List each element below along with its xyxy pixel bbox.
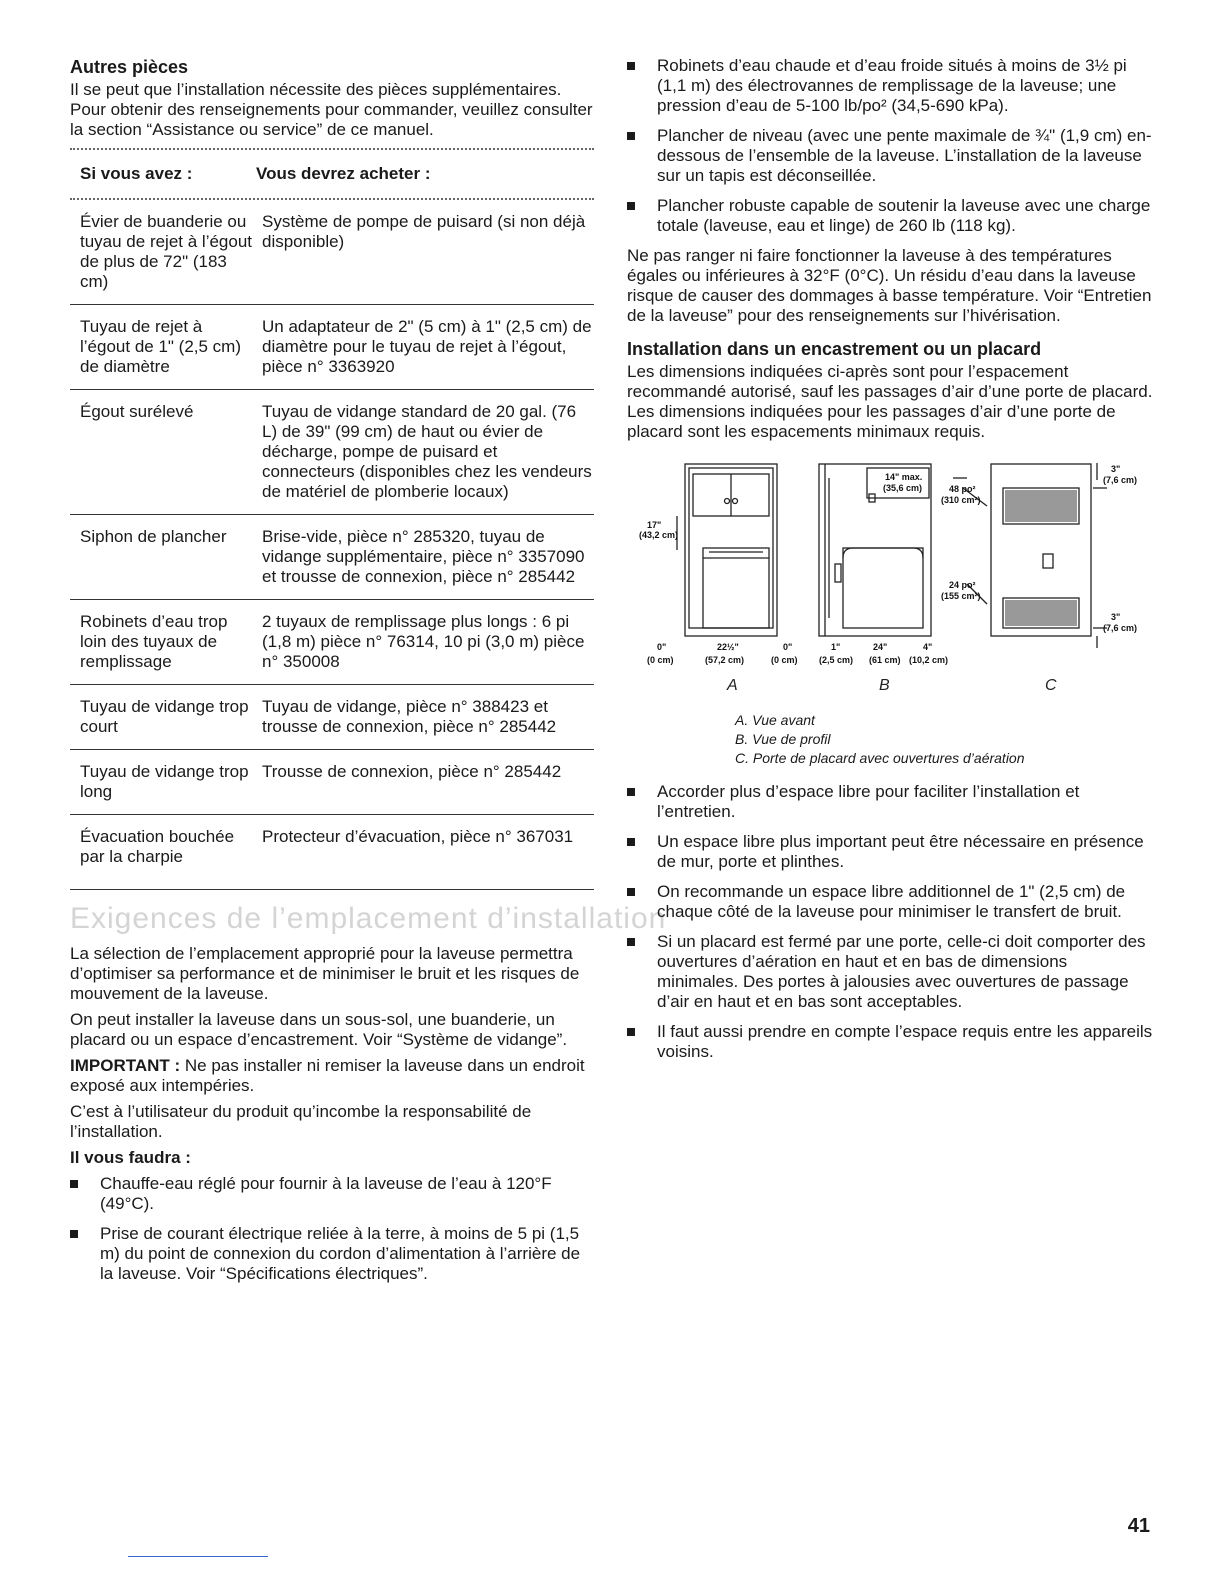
bullet-square-icon — [627, 888, 635, 896]
requirements-list — [627, 56, 1153, 236]
bullet-square-icon — [627, 62, 635, 70]
list-item — [70, 1224, 594, 1284]
parts-heading: Autres pièces — [70, 57, 189, 77]
important-text: Ne pas installer ni remiser la laveuse dans un endroit exposé aux intempéries. — [70, 1056, 585, 1095]
cell-have: Siphon de plancher — [80, 527, 227, 546]
cell-buy: Brise-vide, pièce n° 285320, tuyau de vidange supplémentaire, pièce n° 3357090 et trousse de connexion, pièce n° 285442 — [262, 527, 585, 586]
location-section-title: Exigences de l’emplacement d’installation — [70, 902, 667, 935]
list-item — [627, 1022, 1153, 1062]
bullet-square-icon — [627, 202, 635, 210]
section-rule — [70, 889, 594, 890]
table-header — [70, 150, 594, 198]
table-row — [70, 600, 594, 685]
caption-b: B. Vue de profil — [735, 731, 831, 747]
bullet-square-icon — [70, 1180, 78, 1188]
list-item-text: Accorder plus d’espace libre pour faciliter l’installation et l’entretien. — [657, 782, 1080, 821]
a-height-cm: (43,2 cm) — [639, 530, 679, 540]
lower-vent-fill — [1005, 600, 1077, 626]
cell-have: Robinets d’eau trop loin des tuyaux de remplissage — [80, 612, 228, 671]
closet-heading: Installation dans un encastrement ou un placard — [627, 339, 1042, 359]
table-row — [70, 390, 594, 515]
a-bottom-cm-1: (57,2 cm) — [705, 655, 745, 665]
table-row — [70, 815, 594, 879]
c-gap-top-in: 3" — [1111, 464, 1121, 474]
c-vent-top-cm: (310 cm²) — [941, 495, 981, 505]
c-gap-top-cm: (7,6 cm) — [1103, 475, 1138, 485]
c-gap-bottom-in: 3" — [1111, 612, 1121, 622]
list-item-text: Prise de courant électrique reliée à la terre, à moins de 5 pi (1,5 m) du point de connexion du cordon d’alimentation à l’arrière de la laveuse. Voir “Spécifications électriques”. — [100, 1224, 581, 1283]
a-bottom-cm-2: (0 cm) — [771, 655, 798, 665]
list-item-text: Robinets d’eau chaude et d’eau froide situés à moins de 3½ pi (1,1 m) des électrovannes de remplissage de la laveuse; une pression d’eau de 5-100 lb/po² (34,5-690 kPa). — [657, 56, 1127, 115]
c-vent-bottom-cm: (155 cm²) — [941, 591, 981, 601]
caption-c: C. Porte de placard avec ouvertures d’aération — [735, 750, 1025, 766]
c-vent-bottom: 24 po² — [949, 580, 976, 590]
list-item — [627, 832, 1153, 872]
installation-diagram — [627, 458, 1153, 694]
important-label: IMPORTANT : — [70, 1056, 181, 1075]
label-b: B — [879, 677, 890, 694]
cell-buy: Système de pompe de puisard (si non déjà disponible) — [262, 212, 586, 251]
bullet-square-icon — [627, 132, 635, 140]
cell-buy: Tuyau de vidange standard de 20 gal. (76 L) de 39" (99 cm) de haut ou évier de décharge, pompe de puisard et connecteurs (disponibles chez les vendeurs de matériel de plomberie locaux) — [262, 402, 592, 501]
location-paragraph-3: C’est à l’utilisateur du produit qu’incombe la responsabilité de l’installation. — [70, 1102, 532, 1141]
a-bottom-in-2: 0" — [783, 642, 793, 652]
header-have: Si vous avez : — [80, 164, 193, 183]
cell-buy: Protecteur d’évacuation, pièce n° 367031 — [262, 827, 574, 846]
list-item-text: Plancher robuste capable de soutenir la laveuse avec une charge totale (laveuse, eau et linge) de 260 lb (118 kg). — [657, 196, 1151, 235]
temperature-paragraph: Ne pas ranger ni faire fonctionner la laveuse à des températures égales ou inférieures à 32°F (0°C). Un résidu d’eau dans la laveuse risque de causer des dommages à basse température. Voir “Entretien de la laveuse” pour des renseignements sur l’hivérisation. — [627, 246, 1152, 325]
list-item — [627, 56, 1153, 116]
c-vent-top: 48 po² — [949, 484, 976, 494]
label-a: A — [727, 677, 738, 694]
a-bottom-cm-0: (0 cm) — [647, 655, 674, 665]
location-paragraph-1: La sélection de l’emplacement approprié pour la laveuse permettra d’optimiser sa performance et de minimiser le bruit et les risques de mouvement de la laveuse. — [70, 944, 580, 1003]
b-bottom-in-0: 1" — [831, 642, 841, 652]
b-bottom-in-2: 4" — [923, 642, 933, 652]
table-row — [70, 305, 594, 390]
cell-have: Tuyau de rejet à l’égout de 1" (2,5 cm) de diamètre — [80, 317, 242, 376]
bullet-square-icon — [627, 938, 635, 946]
cell-buy: Un adaptateur de 2" (5 cm) à 1" (2,5 cm) de diamètre pour le tuyau de rejet à l’égout, pièce n° 3363920 — [262, 317, 592, 376]
location-paragraph-2: On peut installer la laveuse dans un sous-sol, une buanderie, un placard ou un espace d’encastrement. Voir “Système de vidange”. — [70, 1010, 568, 1049]
important-note — [70, 1056, 594, 1096]
list-item-text: Un espace libre plus important peut être nécessaire en présence de mur, porte et plinthes. — [657, 832, 1144, 871]
diagram-front-view — [677, 464, 777, 636]
need-heading: Il vous faudra : — [70, 1148, 191, 1167]
cell-have: Égout surélevé — [80, 402, 194, 421]
list-item — [627, 126, 1153, 186]
list-item — [627, 882, 1153, 922]
table-row — [70, 200, 594, 305]
closet-paragraph: Les dimensions indiquées ci-après sont pour l’espacement recommandé autorisé, sauf les passages d’air d’une porte de placard. Les dimensions indiquées pour les passages d’air d’une porte de placard sont les espacements minimaux requis. — [627, 362, 1153, 441]
list-item — [627, 782, 1153, 822]
header-buy: Vous devrez acheter : — [256, 164, 431, 183]
cell-buy: 2 tuyaux de remplissage plus longs : 6 pi (1,8 m) pièce n° 76314, 10 pi (3,0 m) pièce n° 350008 — [262, 612, 585, 671]
table-row — [70, 750, 594, 815]
footer-rule — [128, 1556, 268, 1557]
c-gap-bottom-cm: (7,6 cm) — [1103, 623, 1138, 633]
list-item — [627, 932, 1153, 1012]
list-item-text: On recommande un espace libre additionnel de 1" (2,5 cm) de chaque côté de la laveuse pour minimiser le transfert de bruit. — [657, 882, 1126, 921]
cell-buy: Trousse de connexion, pièce n° 285442 — [262, 762, 562, 781]
table-row — [70, 685, 594, 750]
b-bottom-in-1: 24" — [873, 642, 888, 652]
upper-vent-fill — [1005, 490, 1077, 522]
b-bottom-cm-1: (61 cm) — [869, 655, 901, 665]
table-row — [70, 515, 594, 600]
need-list — [70, 1174, 594, 1284]
list-item — [70, 1174, 594, 1214]
list-item — [627, 196, 1153, 236]
bullet-square-icon — [627, 838, 635, 846]
bullet-square-icon — [70, 1230, 78, 1238]
page-number: 41 — [1127, 1515, 1150, 1537]
a-bottom-in-0: 0" — [657, 642, 667, 652]
list-item-text: Chauffe-eau réglé pour fournir à la laveuse de l’eau à 120°F (49°C). — [100, 1174, 552, 1213]
b-top-in: 14" max. — [885, 472, 923, 482]
cell-have: Évacuation bouchée par la charpie — [80, 827, 235, 866]
diagram-captions — [735, 711, 1153, 768]
cell-have: Tuyau de vidange trop court — [80, 697, 249, 736]
cell-buy: Tuyau de vidange, pièce n° 388423 et trousse de connexion, pièce n° 285442 — [262, 697, 557, 736]
list-item-text: Il faut aussi prendre en compte l’espace requis entre les appareils voisins. — [657, 1022, 1153, 1061]
right-column — [627, 56, 1153, 1072]
parts-intro: Il se peut que l’installation nécessite des pièces supplémentaires. Pour obtenir des renseignements pour commander, veuillez consulter la section “Assistance ou service” de ce manuel. — [70, 80, 593, 139]
caption-a: A. Vue avant — [735, 712, 815, 728]
a-height-in: 17" — [647, 520, 662, 530]
b-top-cm: (35,6 cm) — [883, 483, 923, 493]
list-item-text: Plancher de niveau (avec une pente maximale de ¾" (1,9 cm) en-dessous de l’ensemble de la laveuse. L’installation de la laveuse sur un tapis est déconseillée. — [657, 126, 1152, 185]
cell-have: Évier de buanderie ou tuyau de rejet à l’égout de plus de 72" (183 cm) — [80, 212, 253, 291]
label-c: C — [1045, 677, 1057, 694]
cell-have: Tuyau de vidange trop long — [80, 762, 249, 801]
bullet-square-icon — [627, 788, 635, 796]
list-item-text: Si un placard est fermé par une porte, celle-ci doit comporter des ouvertures d’aération en haut et en bas de dimensions minimales. Des portes à jalousies avec ouvertures de passage d’air en haut et en bas sont acceptables. — [657, 932, 1146, 1011]
b-bottom-cm-0: (2,5 cm) — [819, 655, 854, 665]
b-bottom-cm-2: (10,2 cm) — [909, 655, 949, 665]
bullet-square-icon — [627, 1028, 635, 1036]
clearance-list — [627, 782, 1153, 1062]
a-bottom-in-1: 22½" — [717, 642, 739, 652]
